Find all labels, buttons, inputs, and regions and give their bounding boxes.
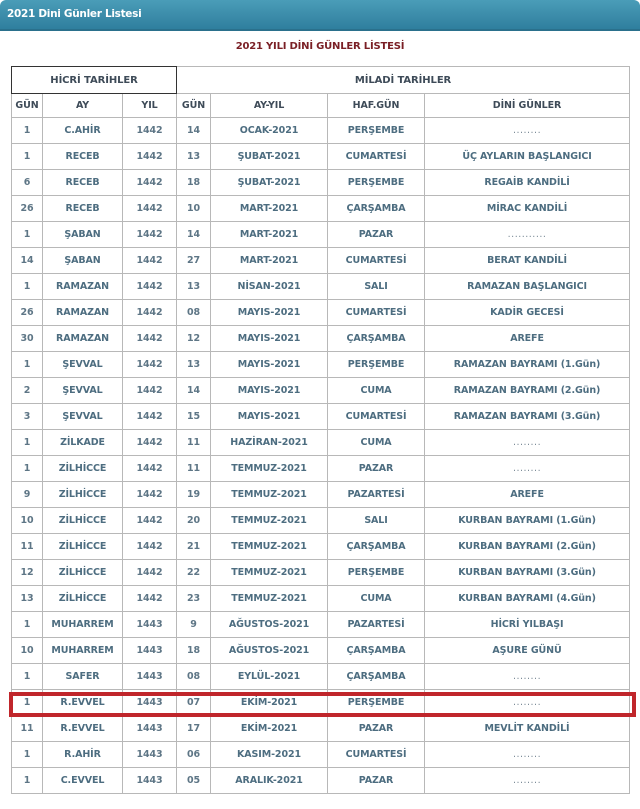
cell-hicri-month: R.EVVEL (43, 716, 123, 742)
cell-hicri-month: RECEB (43, 196, 123, 222)
cell-month-year: EKİM-2021 (211, 690, 328, 716)
cell-month-year: KASIM-2021 (211, 742, 328, 768)
miladi-dates-header: MİLADİ TARİHLER (177, 67, 630, 94)
cell-miladi-day: 14 (177, 118, 211, 144)
cell-weekday: PAZARTESİ (328, 612, 425, 638)
cell-weekday: PAZAR (328, 716, 425, 742)
table-row (12, 196, 630, 222)
cell-hicri-year: 1443 (123, 664, 177, 690)
cell-hicri-year: 1442 (123, 248, 177, 274)
cell-hicri-month: ZİLKADE (43, 430, 123, 456)
cell-hicri-year: 1442 (123, 170, 177, 196)
column-header-month-year: AY-YIL (211, 94, 328, 118)
cell-hicri-day: 9 (12, 482, 43, 508)
cell-hicri-month: SAFER (43, 664, 123, 690)
cell-religious-day: HİCRİ YILBAŞI (425, 612, 630, 638)
cell-hicri-day: 1 (12, 612, 43, 638)
cell-religious-day: ........ (425, 118, 630, 144)
cell-weekday: CUMA (328, 378, 425, 404)
cell-month-year: MART-2021 (211, 222, 328, 248)
cell-miladi-day: 13 (177, 352, 211, 378)
cell-hicri-year: 1443 (123, 612, 177, 638)
cell-religious-day: RAMAZAN BAYRAMI (1.Gün) (425, 352, 630, 378)
window-title-bar (0, 0, 640, 31)
cell-weekday: CUMA (328, 430, 425, 456)
cell-hicri-month: C.AHİR (43, 118, 123, 144)
cell-miladi-day: 13 (177, 144, 211, 170)
cell-month-year: OCAK-2021 (211, 118, 328, 144)
cell-miladi-day: 10 (177, 196, 211, 222)
religious-days-table (11, 66, 630, 794)
cell-hicri-month: RAMAZAN (43, 300, 123, 326)
column-header-weekday: HAF.GÜN (328, 94, 425, 118)
cell-weekday: ÇARŞAMBA (328, 638, 425, 664)
cell-weekday: PAZARTESİ (328, 482, 425, 508)
cell-hicri-day: 1 (12, 352, 43, 378)
cell-hicri-year: 1442 (123, 404, 177, 430)
column-header-hicri-year: YIL (123, 94, 177, 118)
cell-miladi-day: 14 (177, 222, 211, 248)
cell-hicri-month: ZİLHİCCE (43, 508, 123, 534)
cell-weekday: CUMARTESİ (328, 144, 425, 170)
cell-hicri-month: RECEB (43, 144, 123, 170)
cell-hicri-month: ŞEVVAL (43, 352, 123, 378)
cell-hicri-month: C.EVVEL (43, 768, 123, 794)
table-row (12, 300, 630, 326)
cell-religious-day: ........ (425, 456, 630, 482)
cell-miladi-day: 9 (177, 612, 211, 638)
cell-weekday: PAZAR (328, 768, 425, 794)
cell-hicri-day: 1 (12, 664, 43, 690)
cell-religious-day: KURBAN BAYRAMI (2.Gün) (425, 534, 630, 560)
cell-miladi-day: 11 (177, 430, 211, 456)
cell-hicri-month: RECEB (43, 170, 123, 196)
cell-miladi-day: 11 (177, 456, 211, 482)
cell-weekday: PERŞEMBE (328, 352, 425, 378)
cell-hicri-month: R.AHİR (43, 742, 123, 768)
column-header-hicri-day: GÜN (12, 94, 43, 118)
cell-month-year: MART-2021 (211, 248, 328, 274)
cell-hicri-year: 1442 (123, 300, 177, 326)
column-header-hicri-month: AY (43, 94, 123, 118)
cell-religious-day: KADİR GECESİ (425, 300, 630, 326)
cell-hicri-day: 30 (12, 326, 43, 352)
cell-hicri-month: ZİLHİCCE (43, 586, 123, 612)
table-row (12, 326, 630, 352)
cell-weekday: CUMA (328, 586, 425, 612)
cell-hicri-day: 1 (12, 274, 43, 300)
cell-religious-day: ÜÇ AYLARIN BAŞLANGICI (425, 144, 630, 170)
table-row (12, 170, 630, 196)
cell-month-year: MAYIS-2021 (211, 300, 328, 326)
cell-hicri-year: 1442 (123, 326, 177, 352)
cell-weekday: PAZAR (328, 222, 425, 248)
table-body (12, 118, 630, 794)
cell-hicri-day: 11 (12, 534, 43, 560)
cell-weekday: PERŞEMBE (328, 690, 425, 716)
cell-hicri-year: 1442 (123, 560, 177, 586)
cell-miladi-day: 21 (177, 534, 211, 560)
cell-hicri-day: 26 (12, 196, 43, 222)
cell-religious-day: KURBAN BAYRAMI (1.Gün) (425, 508, 630, 534)
cell-hicri-year: 1442 (123, 534, 177, 560)
cell-month-year: TEMMUZ-2021 (211, 534, 328, 560)
table-row (12, 118, 630, 144)
cell-hicri-day: 26 (12, 300, 43, 326)
table-row (12, 768, 630, 794)
table-row (12, 430, 630, 456)
cell-religious-day: RAMAZAN BAŞLANGICI (425, 274, 630, 300)
cell-month-year: HAZİRAN-2021 (211, 430, 328, 456)
table-row (12, 690, 630, 716)
cell-month-year: NİSAN-2021 (211, 274, 328, 300)
cell-miladi-day: 07 (177, 690, 211, 716)
cell-hicri-day: 1 (12, 118, 43, 144)
cell-religious-day: KURBAN BAYRAMI (4.Gün) (425, 586, 630, 612)
window-title: 2021 Dini Günler Listesi (7, 8, 142, 20)
cell-hicri-month: ZİLHİCCE (43, 456, 123, 482)
cell-weekday: PERŞEMBE (328, 170, 425, 196)
cell-hicri-month: ZİLHİCCE (43, 560, 123, 586)
cell-miladi-day: 18 (177, 638, 211, 664)
cell-hicri-year: 1442 (123, 274, 177, 300)
cell-hicri-day: 1 (12, 222, 43, 248)
cell-month-year: MAYIS-2021 (211, 378, 328, 404)
table-row (12, 144, 630, 170)
cell-hicri-month: R.EVVEL (43, 690, 123, 716)
cell-religious-day: ........ (425, 742, 630, 768)
cell-hicri-year: 1442 (123, 144, 177, 170)
column-header-miladi-day: GÜN (177, 94, 211, 118)
cell-hicri-day: 1 (12, 768, 43, 794)
cell-month-year: MART-2021 (211, 196, 328, 222)
table-row (12, 586, 630, 612)
cell-miladi-day: 20 (177, 508, 211, 534)
table-row (12, 534, 630, 560)
cell-hicri-month: MUHARREM (43, 612, 123, 638)
cell-religious-day: MİRAC KANDİLİ (425, 196, 630, 222)
cell-hicri-year: 1442 (123, 482, 177, 508)
cell-hicri-day: 1 (12, 742, 43, 768)
cell-month-year: EKİM-2021 (211, 716, 328, 742)
cell-hicri-year: 1443 (123, 690, 177, 716)
cell-hicri-month: ŞEVVAL (43, 378, 123, 404)
cell-hicri-month: ŞABAN (43, 222, 123, 248)
cell-miladi-day: 15 (177, 404, 211, 430)
cell-hicri-day: 1 (12, 690, 43, 716)
cell-weekday: PERŞEMBE (328, 560, 425, 586)
cell-religious-day: ........ (425, 664, 630, 690)
cell-month-year: TEMMUZ-2021 (211, 560, 328, 586)
cell-religious-day: ........ (425, 690, 630, 716)
cell-hicri-month: RAMAZAN (43, 274, 123, 300)
cell-month-year: MAYIS-2021 (211, 404, 328, 430)
cell-religious-day: BERAT KANDİLİ (425, 248, 630, 274)
cell-religious-day: ........ (425, 768, 630, 794)
cell-hicri-year: 1442 (123, 508, 177, 534)
page-title: 2021 YILI DİNİ GÜNLER LİSTESİ (235, 41, 405, 52)
cell-hicri-day: 10 (12, 508, 43, 534)
cell-weekday: CUMARTESİ (328, 300, 425, 326)
cell-hicri-year: 1442 (123, 378, 177, 404)
cell-month-year: ŞUBAT-2021 (211, 170, 328, 196)
table-row (12, 560, 630, 586)
cell-weekday: ÇARŞAMBA (328, 196, 425, 222)
cell-hicri-year: 1443 (123, 742, 177, 768)
table-row (12, 664, 630, 690)
cell-hicri-day: 1 (12, 430, 43, 456)
cell-hicri-day: 1 (12, 456, 43, 482)
cell-month-year: EYLÜL-2021 (211, 664, 328, 690)
cell-miladi-day: 13 (177, 274, 211, 300)
cell-religious-day: AREFE (425, 482, 630, 508)
cell-weekday: PERŞEMBE (328, 118, 425, 144)
table-row (12, 716, 630, 742)
cell-month-year: MAYIS-2021 (211, 326, 328, 352)
cell-hicri-year: 1442 (123, 118, 177, 144)
cell-weekday: CUMARTESİ (328, 404, 425, 430)
cell-month-year: AĞUSTOS-2021 (211, 638, 328, 664)
cell-hicri-day: 13 (12, 586, 43, 612)
cell-miladi-day: 27 (177, 248, 211, 274)
table-row (12, 404, 630, 430)
cell-month-year: AĞUSTOS-2021 (211, 612, 328, 638)
cell-hicri-month: ŞEVVAL (43, 404, 123, 430)
cell-weekday: SALI (328, 274, 425, 300)
cell-weekday: ÇARŞAMBA (328, 326, 425, 352)
cell-hicri-day: 1 (12, 144, 43, 170)
hicri-dates-header: HİCRİ TARİHLER (12, 67, 177, 94)
table-row (12, 508, 630, 534)
cell-religious-day: AREFE (425, 326, 630, 352)
cell-hicri-year: 1442 (123, 430, 177, 456)
cell-miladi-day: 14 (177, 378, 211, 404)
cell-religious-day: AŞURE GÜNÜ (425, 638, 630, 664)
cell-hicri-year: 1442 (123, 456, 177, 482)
cell-miladi-day: 19 (177, 482, 211, 508)
cell-month-year: ARALIK-2021 (211, 768, 328, 794)
cell-hicri-day: 6 (12, 170, 43, 196)
cell-weekday: CUMARTESİ (328, 742, 425, 768)
table-row (12, 274, 630, 300)
cell-hicri-month: ZİLHİCCE (43, 534, 123, 560)
column-header-religious-day: DİNİ GÜNLER (425, 94, 630, 118)
cell-miladi-day: 08 (177, 300, 211, 326)
cell-miladi-day: 12 (177, 326, 211, 352)
cell-weekday: SALI (328, 508, 425, 534)
cell-miladi-day: 05 (177, 768, 211, 794)
cell-miladi-day: 08 (177, 664, 211, 690)
cell-weekday: PAZAR (328, 456, 425, 482)
cell-miladi-day: 23 (177, 586, 211, 612)
cell-hicri-month: RAMAZAN (43, 326, 123, 352)
table-row (12, 222, 630, 248)
table-row (12, 482, 630, 508)
table-row (12, 352, 630, 378)
cell-religious-day: MEVLİT KANDİLİ (425, 716, 630, 742)
cell-miladi-day: 18 (177, 170, 211, 196)
cell-month-year: MAYIS-2021 (211, 352, 328, 378)
cell-month-year: TEMMUZ-2021 (211, 508, 328, 534)
cell-miladi-day: 22 (177, 560, 211, 586)
cell-month-year: TEMMUZ-2021 (211, 456, 328, 482)
cell-hicri-day: 10 (12, 638, 43, 664)
cell-hicri-day: 3 (12, 404, 43, 430)
cell-month-year: TEMMUZ-2021 (211, 482, 328, 508)
table-row (12, 638, 630, 664)
cell-hicri-month: ZİLHİCCE (43, 482, 123, 508)
cell-hicri-year: 1442 (123, 352, 177, 378)
table-row (12, 612, 630, 638)
cell-religious-day: KURBAN BAYRAMI (3.Gün) (425, 560, 630, 586)
cell-month-year: TEMMUZ-2021 (211, 586, 328, 612)
table-row (12, 378, 630, 404)
cell-hicri-year: 1442 (123, 586, 177, 612)
cell-hicri-year: 1443 (123, 638, 177, 664)
cell-month-year: ŞUBAT-2021 (211, 144, 328, 170)
cell-weekday: ÇARŞAMBA (328, 534, 425, 560)
cell-weekday: ÇARŞAMBA (328, 664, 425, 690)
table-row (12, 456, 630, 482)
cell-weekday: CUMARTESİ (328, 248, 425, 274)
cell-hicri-year: 1443 (123, 716, 177, 742)
cell-hicri-day: 14 (12, 248, 43, 274)
cell-miladi-day: 06 (177, 742, 211, 768)
cell-hicri-month: MUHARREM (43, 638, 123, 664)
cell-religious-day: ........ (425, 430, 630, 456)
cell-hicri-day: 11 (12, 716, 43, 742)
cell-religious-day: REGAİB KANDİLİ (425, 170, 630, 196)
cell-hicri-month: ŞABAN (43, 248, 123, 274)
cell-religious-day: RAMAZAN BAYRAMI (2.Gün) (425, 378, 630, 404)
cell-hicri-year: 1442 (123, 196, 177, 222)
cell-hicri-year: 1442 (123, 222, 177, 248)
cell-hicri-day: 2 (12, 378, 43, 404)
cell-religious-day: RAMAZAN BAYRAMI (3.Gün) (425, 404, 630, 430)
cell-miladi-day: 17 (177, 716, 211, 742)
table-row (12, 742, 630, 768)
table-row (12, 248, 630, 274)
cell-religious-day: ........... (425, 222, 630, 248)
cell-hicri-day: 12 (12, 560, 43, 586)
cell-hicri-year: 1443 (123, 768, 177, 794)
